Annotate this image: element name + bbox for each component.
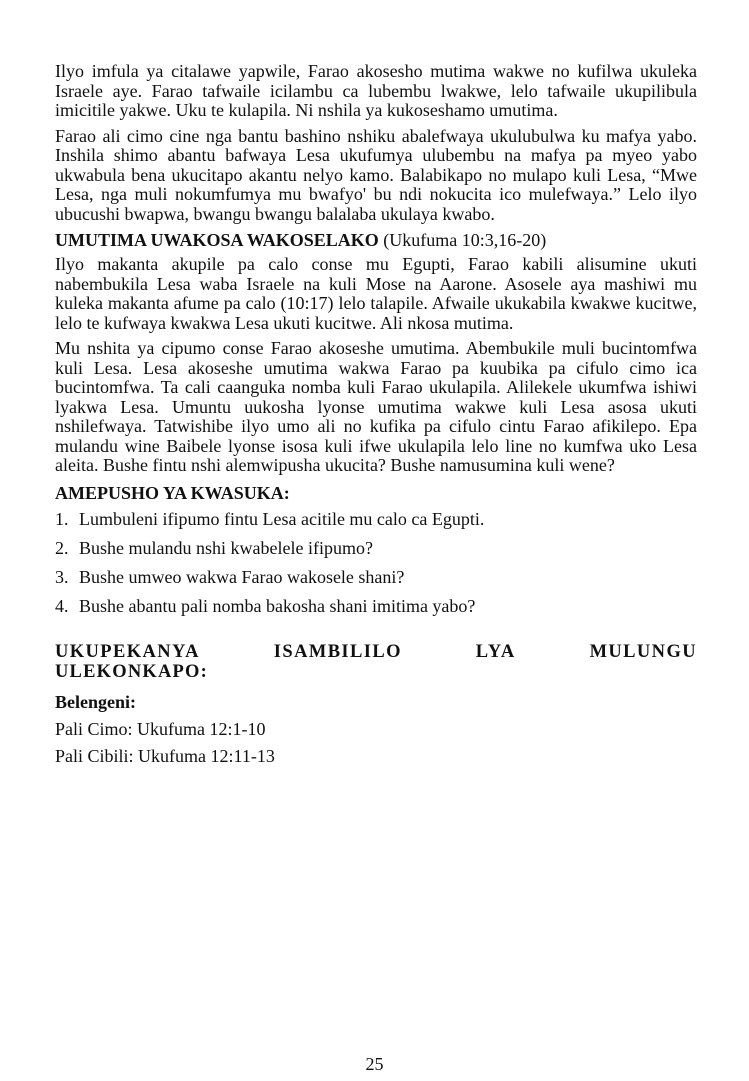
section-heading-reference: (Ukufuma 10:3,16-20)	[383, 230, 547, 250]
review-questions-heading: AMEPUSHO YA KWASUKA:	[55, 482, 290, 503]
readings-subheading: Belengeni:	[55, 691, 136, 712]
review-questions-list	[55, 509, 697, 616]
reading-day-1: Pali Cimo: Ukufuma 12:1-10	[55, 718, 266, 739]
next-lesson-heading	[55, 642, 697, 682]
list-item	[55, 596, 697, 616]
question-number: 2.	[55, 537, 69, 558]
section-heading-hardened-heart	[55, 230, 697, 250]
next-lesson-heading-line1	[55, 642, 697, 662]
paragraph-section-1: Ilyo makanta akupile pa calo conse mu Egupti, Farao kabili alisumine ukuti nabembukila Lesa waba Israele na kuli Mose na Aarone. Asosele aya mashiwi mu kuleka makanta afume pa calo (10:17) lelo talapile. Afwaile ukukabila kwakwe kucitwe, lelo te kufwaya kwakwa Lesa ukuti kucitwe. Ali nkosa mutima.	[55, 254, 697, 333]
list-item	[55, 567, 697, 587]
list-item	[55, 509, 697, 529]
question-text: Bushe abantu pali nomba bakosha shani imitima yabo?	[79, 595, 476, 616]
paragraph-intro-1: Ilyo imfula ya citalawe yapwile, Farao akosesho mutima wakwe no kufilwa ukuleka Israele aye. Farao tafwaile icilambu ca lubembu lwakwe, lelo tafwaile ukupilibula imicitile yakwe. Uku te kulapila. Ni nshila ya kukoseshamo umutima.	[55, 61, 697, 120]
heading-word: MULUNGU	[589, 641, 697, 662]
page-content	[55, 62, 697, 766]
heading-word: ISAMBILILO	[273, 641, 402, 662]
heading-word: UKUPEKANYA	[55, 641, 200, 662]
question-text: Bushe umweo wakwa Farao wakosele shani?	[79, 566, 405, 587]
question-text: Bushe mulandu nshi kwabelele ifipumo?	[79, 537, 373, 558]
question-number: 4.	[55, 595, 69, 616]
heading-word: LYA	[475, 641, 516, 662]
question-text: Lumbuleni ifipumo fintu Lesa acitile mu calo ca Egupti.	[79, 508, 485, 529]
question-number: 3.	[55, 566, 69, 587]
section-heading-title: UMUTIMA UWAKOSA WAKOSELAKO	[55, 230, 379, 250]
page-number: 25	[365, 1054, 384, 1074]
question-number: 1.	[55, 508, 69, 529]
paragraph-intro-2: Farao ali cimo cine nga bantu bashino nshiku abalefwaya ukulubulwa ku mafya yabo. Inshila shimo abantu bafwaya Lesa ukufumya ulubembu na mafya pa myeo yabo ukwabula bena ukucitapo akantu nelyo kamo. Balabikapo no mulapo kuli Lesa, “Mwe Lesa, nga muli nokumfumya mu bwafyo' bu ndi nokucita ico mulefwaya.” Lelo ilyo ubucushi bwapwa, bwangu bwangu balalaba ukulaya kwabo.	[55, 125, 697, 224]
reading-day-2: Pali Cibili: Ukufuma 12:11-13	[55, 745, 275, 766]
next-lesson-heading-line2: ULEKONKAPO:	[55, 661, 208, 682]
list-item	[55, 538, 697, 558]
paragraph-section-2: Mu nshita ya cipumo conse Farao akoseshe umutima. Abembukile muli bucintomfwa kuli Lesa. Lesa akoseshe umutima wakwa Farao pa kuubika pa cifulo cimo ica bucintomfwa. Ta cali caanguka nomba kuli Farao ukulapila. Alilekele ukumfwa ishiwi lyakwa Lesa. Umuntu uukosha lyonse umutima wakwe kuli Lesa asosa ukuti nshilefwaya. Tatwishibe ilyo umo ali no kufika pa cifulo cintu Farao afikilepo. Epa mulandu wine Baibele lyonse isosa kuli ifwe ukulapila lelo line no kumfwa uko Lesa aleita. Bushe fintu nshi alemwipusha ukucita? Bushe namusumina kuli wene?	[55, 338, 697, 475]
